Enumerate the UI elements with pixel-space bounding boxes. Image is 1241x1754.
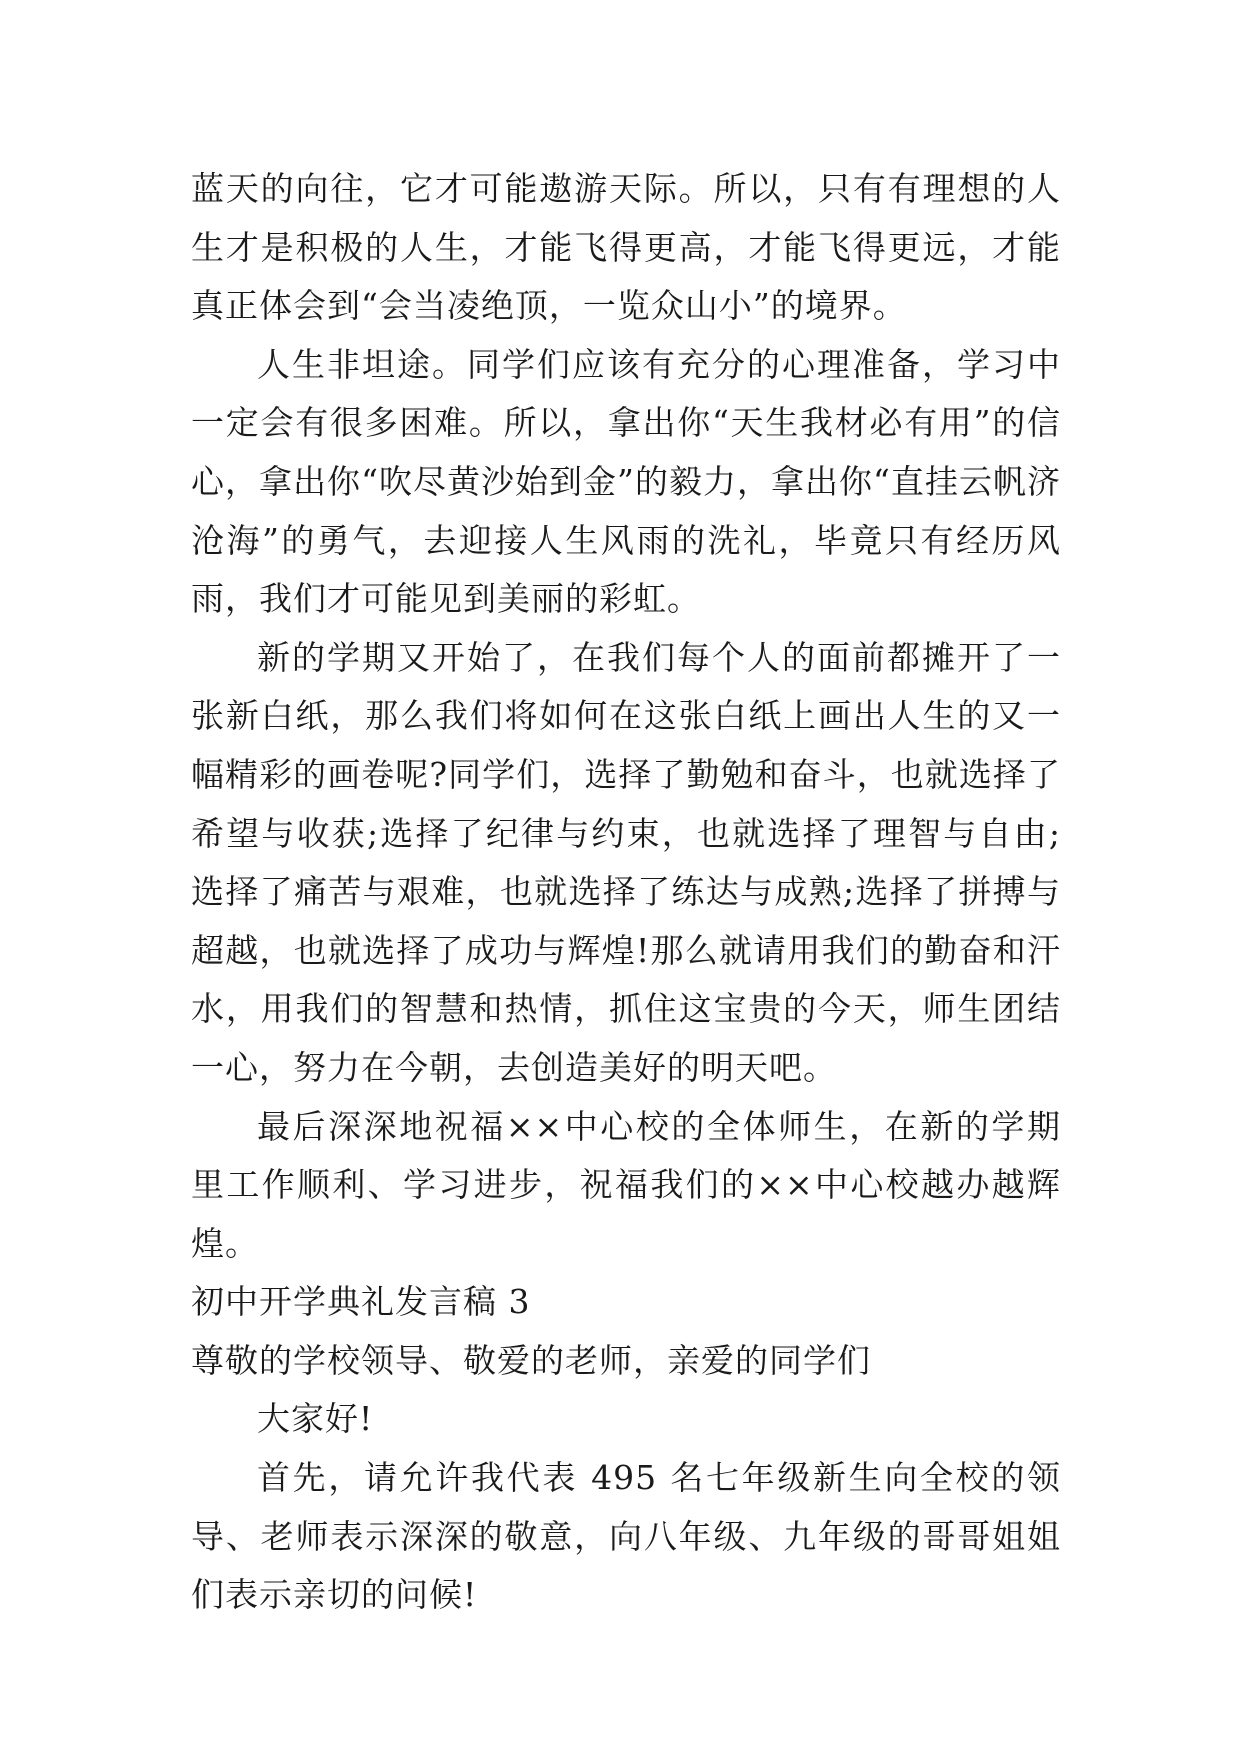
salutation: 尊敬的学校领导、敬爱的老师，亲爱的同学们: [191, 1340, 871, 1380]
greeting: 大家好!: [257, 1399, 374, 1439]
paragraph-3: 新的学期又开始了，在我们每个人的面前都摊开了一张新白纸，那么我们将如何在这张白纸上画出人生的又一幅精彩的画卷呢?同学们，选择了勤勉和奋斗，也就选择了希望与收获;选择了纪律与约束，也就选择了理智与自由;选择了痛苦与艰难，也就选择了练达与成熟;选择了拼搏与超越，也就选择了成功与辉煌!那么就请用我们的勤奋和汗水，用我们的智慧和热情，抓住这宝贵的今天，师生团结一心，努力在今朝，去创造美好的明天吧。: [191, 637, 1061, 1087]
document-body: [191, 160, 1061, 1625]
paragraph-2: 人生非坦途。同学们应该有充分的心理准备，学习中一定会有很多困难。所以，拿出你“天生我材必有用”的信心，拿出你“吹尽黄沙始到金”的毅力，拿出你“直挂云帆济沧海”的勇气，去迎接人生风雨的洗礼，毕竟只有经历风雨，我们才可能见到美丽的彩虹。: [191, 344, 1061, 619]
paragraph-4: 最后深深地祝福××中心校的全体师生，在新的学期里工作顺利、学习进步，祝福我们的××中心校越办越辉煌。: [191, 1106, 1061, 1263]
paragraph-1: 蓝天的向往，它才可能遨游天际。所以，只有有理想的人生才是积极的人生，才能飞得更高，才能飞得更远，才能真正体会到“会当凌绝顶，一览众山小”的境界。: [191, 169, 1061, 326]
paragraph-opening: 首先，请允许我代表 495 名七年级新生向全校的领导、老师表示深深的敬意，向八年级、九年级的哥哥姐姐们表示亲切的问候!: [191, 1458, 1061, 1615]
section-title: 初中开学典礼发言稿 3: [191, 1282, 531, 1322]
